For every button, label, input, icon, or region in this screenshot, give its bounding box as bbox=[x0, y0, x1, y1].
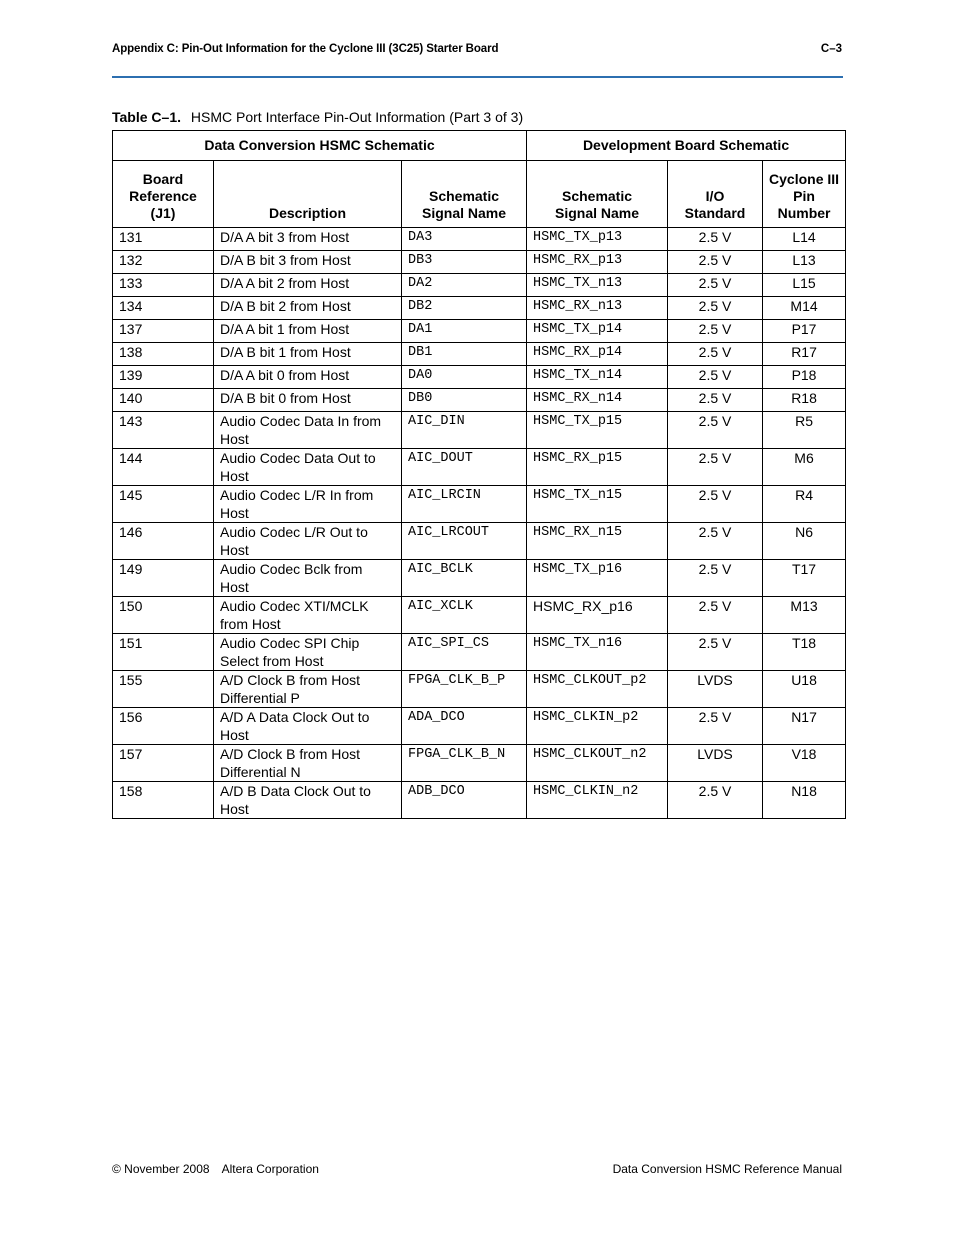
dev-signal-cell: HSMC_CLKIN_p2 bbox=[527, 708, 668, 745]
description-cell: A/D A Data Clock Out to Host bbox=[214, 708, 402, 745]
pin-number-cell: R5 bbox=[763, 412, 846, 449]
hsmc-signal-cell: FPGA_CLK_B_N bbox=[402, 745, 527, 782]
hsmc-signal-cell: AIC_DIN bbox=[402, 412, 527, 449]
dev-signal-cell: HSMC_TX_p16 bbox=[527, 560, 668, 597]
column-header-pin-number: Cyclone III Pin Number bbox=[763, 161, 846, 228]
hsmc-signal-cell: DB0 bbox=[402, 389, 527, 412]
table-body bbox=[113, 228, 846, 819]
hsmc-signal-cell: DB3 bbox=[402, 251, 527, 274]
board-reference-cell: 138 bbox=[113, 343, 214, 366]
table-row bbox=[113, 274, 846, 297]
pin-number-cell: M14 bbox=[763, 297, 846, 320]
io-standard-cell: 2.5 V bbox=[668, 708, 763, 745]
footer-left bbox=[112, 1162, 319, 1176]
hsmc-signal-cell: DA1 bbox=[402, 320, 527, 343]
dev-signal-cell: HSMC_CLKOUT_p2 bbox=[527, 671, 668, 708]
hsmc-signal-cell: AIC_DOUT bbox=[402, 449, 527, 486]
table-row bbox=[113, 228, 846, 251]
description-cell: Audio Codec L/R Out to Host bbox=[214, 523, 402, 560]
table-row bbox=[113, 560, 846, 597]
footer-company: Altera Corporation bbox=[221, 1162, 319, 1176]
hsmc-signal-cell: ADB_DCO bbox=[402, 782, 527, 819]
board-reference-cell: 143 bbox=[113, 412, 214, 449]
pin-number-cell: M13 bbox=[763, 597, 846, 634]
table-row bbox=[113, 486, 846, 523]
table-row bbox=[113, 343, 846, 366]
column-header-hsmc-signal-name: Schematic Signal Name bbox=[402, 161, 527, 228]
description-cell: A/D Clock B from Host Differential N bbox=[214, 745, 402, 782]
io-standard-cell: 2.5 V bbox=[668, 366, 763, 389]
board-reference-cell: 145 bbox=[113, 486, 214, 523]
group-header-data-conversion: Data Conversion HSMC Schematic bbox=[113, 131, 527, 161]
table-row bbox=[113, 449, 846, 486]
dev-signal-cell: HSMC_RX_n15 bbox=[527, 523, 668, 560]
dev-signal-cell: HSMC_TX_p14 bbox=[527, 320, 668, 343]
description-cell: Audio Codec XTI/MCLK from Host bbox=[214, 597, 402, 634]
io-standard-cell: 2.5 V bbox=[668, 389, 763, 412]
dev-signal-cell: HSMC_TX_p15 bbox=[527, 412, 668, 449]
column-header-row bbox=[113, 161, 846, 228]
table-row bbox=[113, 708, 846, 745]
io-standard-cell: 2.5 V bbox=[668, 782, 763, 819]
hsmc-signal-cell: FPGA_CLK_B_P bbox=[402, 671, 527, 708]
group-header-row bbox=[113, 131, 846, 161]
description-cell: D/A A bit 2 from Host bbox=[214, 274, 402, 297]
pin-number-cell: T18 bbox=[763, 634, 846, 671]
board-reference-cell: 132 bbox=[113, 251, 214, 274]
pin-number-cell: N18 bbox=[763, 782, 846, 819]
board-reference-cell: 139 bbox=[113, 366, 214, 389]
hsmc-signal-cell: DA0 bbox=[402, 366, 527, 389]
pin-number-cell: V18 bbox=[763, 745, 846, 782]
description-cell: Audio Codec Bclk from Host bbox=[214, 560, 402, 597]
pin-number-cell: L15 bbox=[763, 274, 846, 297]
board-reference-cell: 140 bbox=[113, 389, 214, 412]
io-standard-cell: 2.5 V bbox=[668, 449, 763, 486]
table-row bbox=[113, 412, 846, 449]
hsmc-signal-cell: AIC_LRCIN bbox=[402, 486, 527, 523]
hsmc-signal-cell: DA2 bbox=[402, 274, 527, 297]
footer-manual-title: Data Conversion HSMC Reference Manual bbox=[612, 1162, 842, 1176]
board-reference-cell: 149 bbox=[113, 560, 214, 597]
pin-number-cell: R4 bbox=[763, 486, 846, 523]
hsmc-signal-cell: AIC_LRCOUT bbox=[402, 523, 527, 560]
hsmc-signal-cell: AIC_SPI_CS bbox=[402, 634, 527, 671]
dev-signal-cell: HSMC_RX_n13 bbox=[527, 297, 668, 320]
description-cell: Audio Codec Data In from Host bbox=[214, 412, 402, 449]
column-header-dev-signal-name: Schematic Signal Name bbox=[527, 161, 668, 228]
pin-number-cell: N17 bbox=[763, 708, 846, 745]
hsmc-signal-cell: AIC_XCLK bbox=[402, 597, 527, 634]
hsmc-signal-cell: DA3 bbox=[402, 228, 527, 251]
board-reference-cell: 158 bbox=[113, 782, 214, 819]
dev-signal-cell: HSMC_RX_p15 bbox=[527, 449, 668, 486]
table-row bbox=[113, 389, 846, 412]
table-row bbox=[113, 782, 846, 819]
io-standard-cell: 2.5 V bbox=[668, 343, 763, 366]
dev-signal-cell: HSMC_CLKOUT_n2 bbox=[527, 745, 668, 782]
io-standard-cell: 2.5 V bbox=[668, 486, 763, 523]
io-standard-cell: 2.5 V bbox=[668, 320, 763, 343]
hsmc-signal-cell: AIC_BCLK bbox=[402, 560, 527, 597]
io-standard-cell: 2.5 V bbox=[668, 274, 763, 297]
board-reference-cell: 134 bbox=[113, 297, 214, 320]
board-reference-cell: 150 bbox=[113, 597, 214, 634]
board-reference-cell: 133 bbox=[113, 274, 214, 297]
pin-number-cell: R17 bbox=[763, 343, 846, 366]
column-header-board-reference: Board Reference (J1) bbox=[113, 161, 214, 228]
dev-signal-cell: HSMC_CLKIN_n2 bbox=[527, 782, 668, 819]
table-row bbox=[113, 634, 846, 671]
io-standard-cell: 2.5 V bbox=[668, 412, 763, 449]
io-standard-cell: 2.5 V bbox=[668, 228, 763, 251]
group-header-development-board: Development Board Schematic bbox=[527, 131, 846, 161]
io-standard-cell: 2.5 V bbox=[668, 523, 763, 560]
footer-copyright: © November 2008 bbox=[112, 1162, 210, 1176]
table-number: Table C–1. bbox=[112, 109, 181, 125]
io-standard-cell: 2.5 V bbox=[668, 634, 763, 671]
pin-number-cell: L14 bbox=[763, 228, 846, 251]
description-cell: A/D B Data Clock Out to Host bbox=[214, 782, 402, 819]
page-number: C–3 bbox=[820, 43, 842, 55]
description-cell: Audio Codec L/R In from Host bbox=[214, 486, 402, 523]
board-reference-cell: 146 bbox=[113, 523, 214, 560]
pin-number-cell: P18 bbox=[763, 366, 846, 389]
dev-signal-cell: HSMC_RX_n14 bbox=[527, 389, 668, 412]
board-reference-cell: 151 bbox=[113, 634, 214, 671]
dev-signal-cell: HSMC_RX_p13 bbox=[527, 251, 668, 274]
dev-signal-cell: HSMC_RX_p14 bbox=[527, 343, 668, 366]
hsmc-signal-cell: ADA_DCO bbox=[402, 708, 527, 745]
description-cell: D/A A bit 1 from Host bbox=[214, 320, 402, 343]
pin-number-cell: T17 bbox=[763, 560, 846, 597]
board-reference-cell: 155 bbox=[113, 671, 214, 708]
description-cell: D/A A bit 3 from Host bbox=[214, 228, 402, 251]
column-header-description: Description bbox=[214, 161, 402, 228]
running-header-title: Appendix C: Pin-Out Information for the Cyclone III (3C25) Starter Board bbox=[112, 43, 499, 55]
pin-number-cell: L13 bbox=[763, 251, 846, 274]
pin-number-cell: M6 bbox=[763, 449, 846, 486]
board-reference-cell: 144 bbox=[113, 449, 214, 486]
hsmc-signal-cell: DB1 bbox=[402, 343, 527, 366]
description-cell: D/A B bit 1 from Host bbox=[214, 343, 402, 366]
description-cell: D/A B bit 2 from Host bbox=[214, 297, 402, 320]
dev-signal-cell: HSMC_TX_p13 bbox=[527, 228, 668, 251]
table-row bbox=[113, 597, 846, 634]
io-standard-cell: 2.5 V bbox=[668, 297, 763, 320]
pinout-table bbox=[112, 130, 846, 819]
table-row bbox=[113, 671, 846, 708]
table-row bbox=[113, 297, 846, 320]
hsmc-signal-cell: DB2 bbox=[402, 297, 527, 320]
io-standard-cell: 2.5 V bbox=[668, 597, 763, 634]
header-rule bbox=[112, 76, 843, 78]
description-cell: A/D Clock B from Host Differential P bbox=[214, 671, 402, 708]
pin-number-cell: U18 bbox=[763, 671, 846, 708]
table-title: HSMC Port Interface Pin-Out Information (Part 3 of 3) bbox=[190, 109, 524, 125]
description-cell: Audio Codec SPI Chip Select from Host bbox=[214, 634, 402, 671]
board-reference-cell: 131 bbox=[113, 228, 214, 251]
dev-signal-cell: HSMC_RX_p16 bbox=[527, 597, 668, 634]
board-reference-cell: 156 bbox=[113, 708, 214, 745]
dev-signal-cell: HSMC_TX_n16 bbox=[527, 634, 668, 671]
table-row bbox=[113, 366, 846, 389]
table-row bbox=[113, 745, 846, 782]
column-header-io-standard: I/O Standard bbox=[668, 161, 763, 228]
dev-signal-cell: HSMC_TX_n15 bbox=[527, 486, 668, 523]
io-standard-cell: 2.5 V bbox=[668, 251, 763, 274]
io-standard-cell: 2.5 V bbox=[668, 560, 763, 597]
dev-signal-cell: HSMC_TX_n13 bbox=[527, 274, 668, 297]
description-cell: D/A A bit 0 from Host bbox=[214, 366, 402, 389]
io-standard-cell: LVDS bbox=[668, 745, 763, 782]
pin-number-cell: N6 bbox=[763, 523, 846, 560]
board-reference-cell: 137 bbox=[113, 320, 214, 343]
table-row bbox=[113, 320, 846, 343]
table-caption bbox=[112, 109, 523, 125]
pin-number-cell: P17 bbox=[763, 320, 846, 343]
table-row bbox=[113, 523, 846, 560]
description-cell: D/A B bit 0 from Host bbox=[214, 389, 402, 412]
dev-signal-cell: HSMC_TX_n14 bbox=[527, 366, 668, 389]
io-standard-cell: LVDS bbox=[668, 671, 763, 708]
description-cell: Audio Codec Data Out to Host bbox=[214, 449, 402, 486]
description-cell: D/A B bit 3 from Host bbox=[214, 251, 402, 274]
board-reference-cell: 157 bbox=[113, 745, 214, 782]
table-row bbox=[113, 251, 846, 274]
pin-number-cell: R18 bbox=[763, 389, 846, 412]
